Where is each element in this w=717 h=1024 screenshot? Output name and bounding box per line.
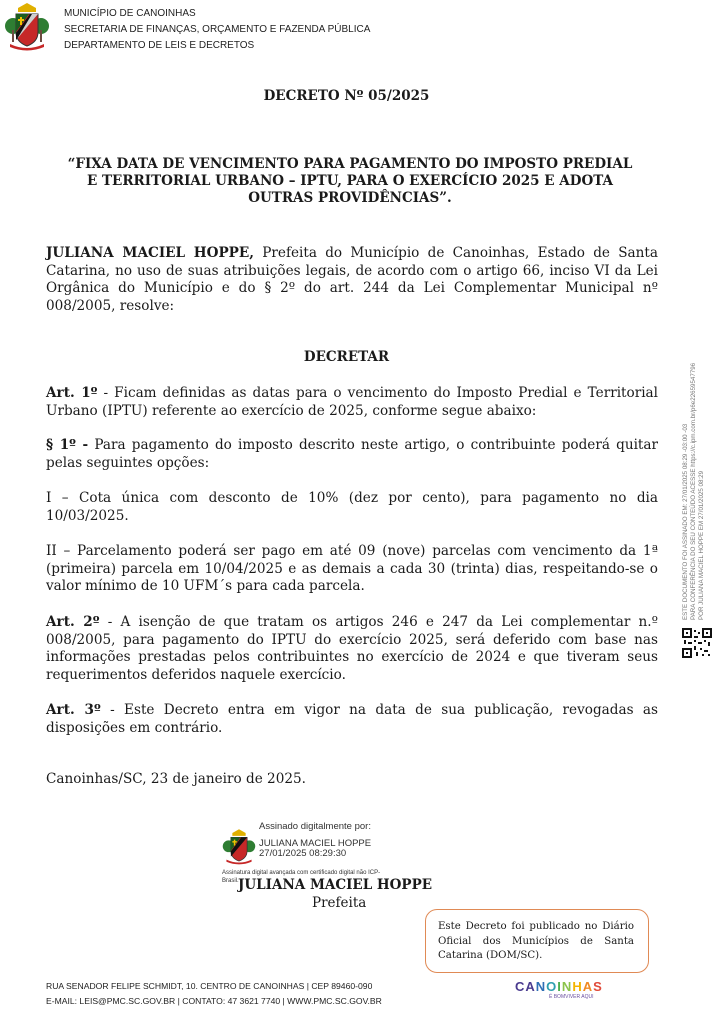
footer-address: RUA SENADOR FELIPE SCHMIDT, 10. CENTRO DE CANOINHAS | CEP 89460-090	[46, 981, 373, 991]
decree-title: DECRETO Nº 05/2025	[263, 88, 430, 104]
summary-line: E TERRITORIAL URBANO – IPTU, PARA O EXERCÍCIO 2025 E ADOTA	[87, 173, 613, 189]
article-3-label: Art. 3º	[46, 702, 101, 718]
header-department: DEPARTAMENTO DE LEIS E DECRETOS	[64, 40, 255, 51]
certificate-note-cont: Brasil.	[222, 878, 239, 884]
paragraph-1	[46, 437, 658, 472]
stamp-line-3: POR JULIANA MACIEL HOPPE EM 27/01/2025 08:29	[698, 470, 705, 620]
article-2-label: Art. 2º	[46, 614, 100, 630]
article-1-text: - Ficam definidas as datas para o vencimento do Imposto Predial e Territorial Urbano (IPTU) referente ao exercício de 2025, conforme segue abaixo:	[46, 385, 658, 419]
verification-stamp	[682, 330, 714, 690]
brand-letter: A	[582, 979, 594, 994]
place-date: Canoinhas/SC, 23 de janeiro de 2025.	[46, 771, 306, 787]
coat-of-arms-icon	[222, 826, 256, 868]
signer-name: JULIANA MACIEL HOPPE	[259, 838, 372, 849]
publication-notice-box	[425, 909, 649, 973]
coat-of-arms-icon	[4, 2, 50, 52]
brand-letter: O	[546, 979, 558, 994]
article-1	[46, 385, 658, 420]
brand-letter: N	[535, 979, 547, 994]
paragraph-1-text: Para pagamento do imposto descrito neste artigo, o contribuinte poderá quitar pelas seguintes opções:	[46, 437, 658, 471]
paragraph-1-label: § 1º -	[46, 437, 89, 453]
canoinhas-brand-logo	[515, 980, 615, 1002]
signatory-name: JULIANA MACIEL HOPPE	[238, 877, 433, 893]
brand-letter: N	[561, 979, 573, 994]
mayor-name: JULIANA MACIEL HOPPE,	[46, 245, 254, 261]
signed-by-label: Assinado digitalmente por:	[259, 821, 371, 832]
preamble	[46, 245, 658, 315]
brand-letter: I	[557, 979, 562, 994]
stamp-line-1: ESTE DOCUMENTO FOI ASSINADO EM: 27/01/2025 08:29 -03:00 -03	[682, 423, 689, 620]
publication-notice-text: Este Decreto foi publicado no Diário Oficial dos Municípios de Santa Catarina (DOM/SC).	[438, 921, 634, 961]
summary-line: OUTRAS PROVIDÊNCIAS”.	[248, 190, 452, 206]
summary-line: “FIXA DATA DE VENCIMENTO PARA PAGAMENTO DO IMPOSTO PREDIAL	[67, 156, 633, 172]
article-2	[46, 614, 658, 684]
brand-letter: A	[525, 979, 536, 994]
brand-letter: H	[572, 979, 583, 994]
decretar-heading: DECRETAR	[303, 349, 390, 365]
item-ii: II – Parcelamento poderá ser pago em até 09 (nove) parcelas com vencimento da 1ª (primeira) parcela em 10/04/2025 e as demais a cada 30 (trinta) dias, respeitando-se o valor mínimo de 10 UFM´s para cada parcela.	[46, 543, 658, 595]
qr-code-icon	[682, 628, 712, 658]
footer-contact: E-MAIL: LEIS@PMC.SC.GOV.BR | CONTATO: 47 3621 7740 | WWW.PMC.SC.GOV.BR	[46, 996, 382, 1006]
article-2-text: - A isenção de que tratam os artigos 246 e 247 da Lei complementar n.º 008/2005, para pagamento do IPTU do exercício 2025, será deferido com base nas informações prestadas pelos contribuintes no exercício de 2024 e que tiveram seus requerimentos deferidos naquele exercício.	[46, 614, 658, 683]
item-i: I – Cota única com desconto de 10% (dez por cento), para pagamento no dia 10/03/2025.	[46, 490, 658, 524]
brand-letter: C	[515, 979, 526, 994]
signatory-role: Prefeita	[312, 895, 367, 911]
article-3	[46, 702, 658, 737]
header-municipality: MUNICÍPIO DE CANOINHAS	[64, 8, 196, 19]
certificate-note: Assinatura digital avançada com certificado digital não ICP-	[222, 870, 381, 876]
header-secretariat: SECRETARIA DE FINANÇAS, ORÇAMENTO E FAZENDA PÚBLICA	[64, 24, 371, 35]
article-1-label: Art. 1º	[46, 385, 98, 401]
header	[0, 0, 717, 55]
preamble-text: Prefeita do Município de Canoinhas, Estado de Santa Catarina, no uso de suas atribuições legais, de acordo com o artigo 66, inciso VI da Lei Orgânica do Município e do § 2º do art. 244 da Lei Complementar Municipal nº 008/2005, resolve:	[46, 245, 658, 314]
brand-wordmark	[515, 980, 615, 994]
article-3-text: - Este Decreto entra em vigor na data de sua publicação, revogadas as disposições em contrário.	[46, 702, 658, 736]
stamp-line-2: PARA CONFERÊNCIA DO SEU CONTEÚDO ACESSE https://c.ipm.com.br/p6e22659547796	[690, 362, 697, 620]
signature-timestamp: 27/01/2025 08:29:30	[259, 848, 347, 859]
decree-summary	[30, 156, 670, 207]
brand-tagline: É BOMVIVER AQUI	[549, 994, 594, 1000]
brand-letter: S	[593, 979, 603, 994]
